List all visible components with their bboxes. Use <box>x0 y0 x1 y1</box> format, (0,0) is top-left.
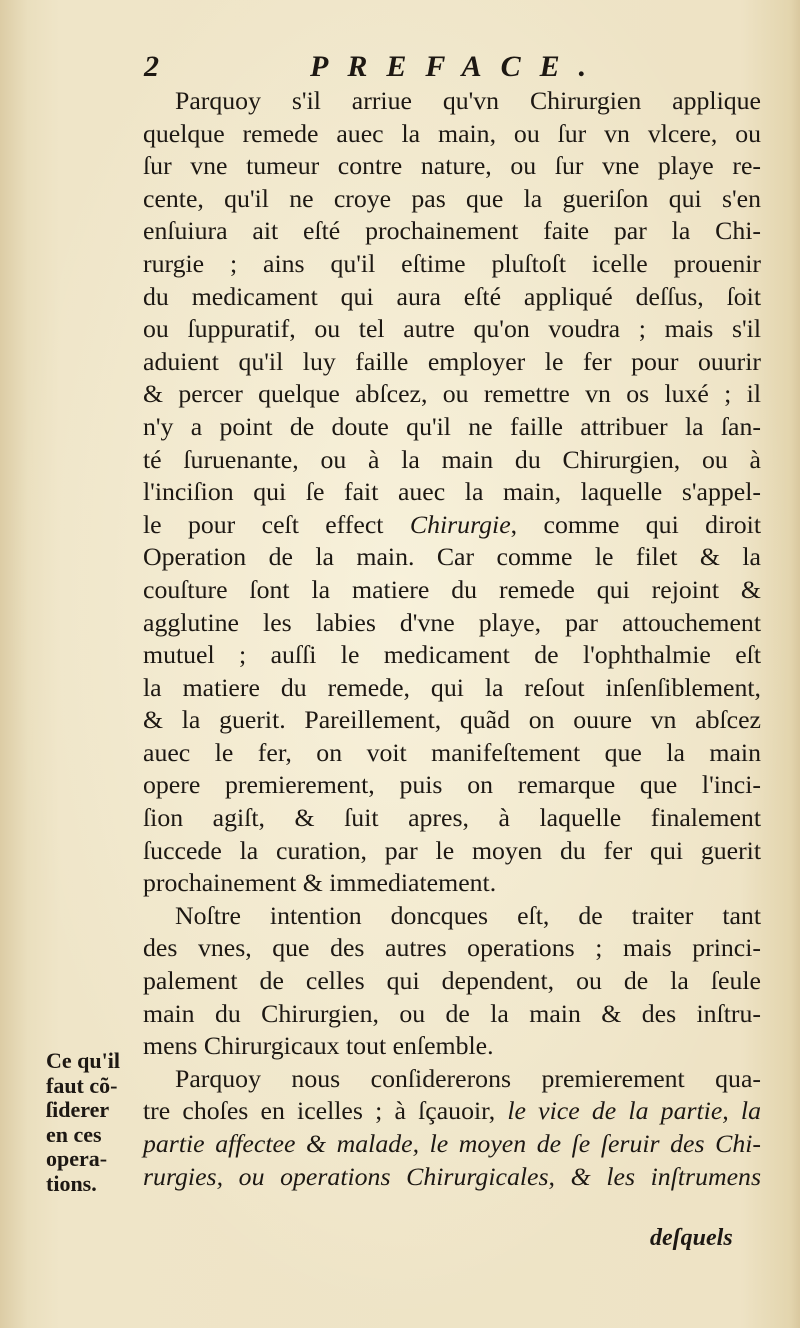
text-line: Parquoy nous conſidererons premierement qua- <box>175 1063 761 1093</box>
text-segment: tre choſes en icelles ; à ſçauoir, <box>143 1096 496 1126</box>
running-title: PREFACE. <box>310 50 606 83</box>
text-line: l'inciſion qui ſe fait auec la main, laquelle s'appel- <box>143 477 761 507</box>
text-line: enſuiura ait eſté prochainement faite par la Chi- <box>143 216 761 246</box>
italic-phrase: le vice de la partie, la <box>507 1096 761 1126</box>
text-line: la matiere du remede, qui la reſout inſenſiblement, <box>143 672 761 702</box>
text-line: Parquoy s'il arriue qu'vn Chirurgien applique <box>175 86 761 115</box>
catchword: deſquels <box>650 1225 733 1251</box>
text-segment: le pour ceſt effect <box>143 509 384 539</box>
text-line: palement de celles qui dependent, ou de la ſeule <box>143 966 761 996</box>
text-line: main du Chirurgien, ou de la main & des inſtru- <box>143 998 761 1028</box>
text-line: & percer quelque abſcez, ou remettre vn os luxé ; il <box>143 379 761 409</box>
text-line: mens Chirurgicaux tout enſemble. <box>143 1031 494 1061</box>
text-line-mixed <box>143 509 761 542</box>
text-line: prochainement & immediatement. <box>143 868 497 898</box>
text-line-italic: rurgies, ou operations Chirurgicales, & les inſtrumens <box>143 1161 761 1191</box>
body-text <box>143 85 761 1193</box>
margin-note-line: faut cõ- <box>46 1072 118 1098</box>
text-line: du medicament qui aura eſté appliqué deſſus, ſoit <box>143 281 761 311</box>
margin-note-line: opera- <box>46 1146 108 1172</box>
page-header <box>138 50 760 86</box>
margin-note-line: ſiderer <box>46 1097 110 1123</box>
text-line-italic: partie affectee & malade, le moyen de ſe ſeruir des Chi- <box>143 1129 761 1158</box>
text-line: rurgie ; ains qu'il eſtime pluſtoſt icelle prouenir <box>143 248 761 278</box>
text-line: couſture ſont la matiere du remede qui rejoint & <box>143 574 761 604</box>
text-line: Operation de la main. Car comme le filet & la <box>143 542 761 572</box>
text-line: n'y a point de doute qu'il ne faille attribuer la ſan- <box>143 411 761 441</box>
text-line: té ſuruenante, ou à la main du Chirurgien, ou à <box>143 444 761 474</box>
text-line: quelque remede auec la main, ou ſur vn vlcere, ou <box>143 118 761 148</box>
text-line: cente, qu'il ne croye pas que la gueriſon qui s'en <box>143 183 761 213</box>
margin-note-line: tions. <box>46 1170 97 1196</box>
text-line: ſur vne tumeur contre nature, ou ſur vne playe re- <box>143 151 761 181</box>
text-line: & la guerit. Pareillement, quãd on ouure vn abſcez <box>143 705 761 735</box>
text-line: aduient qu'il luy faille employer le fer pour ouurir <box>143 346 761 376</box>
text-line: ou ſuppuratif, ou tel autre qu'on voudra ; mais s'il <box>143 314 761 344</box>
text-line: des vnes, que des autres operations ; mais princi- <box>143 933 761 963</box>
text-line: ſuccede la curation, par le moyen du fer qui guerit <box>143 835 761 865</box>
text-line: agglutine les labies d'vne playe, par attouchement <box>143 607 761 637</box>
text-line: Noſtre intention doncques eſt, de traiter tant <box>175 900 761 930</box>
text-line-mixed <box>143 1095 761 1128</box>
text-line: mutuel ; auſſi le medicament de l'ophthalmie eſt <box>143 640 761 670</box>
text-segment: , comme qui diroit <box>510 509 762 539</box>
text-line: ſion agiſt, & ſuit apres, à laquelle finalement <box>143 803 761 833</box>
margin-note-line: en ces <box>46 1121 102 1147</box>
margin-note <box>46 1049 138 1197</box>
text-line: auec le fer, on voit manifeſtement que la main <box>143 737 761 767</box>
text-line: opere premierement, puis on remarque que l'inci- <box>143 770 761 800</box>
margin-note-line: Ce qu'il <box>46 1048 120 1073</box>
page-number: 2 <box>144 50 159 83</box>
italic-term: Chirurgie <box>409 509 511 539</box>
